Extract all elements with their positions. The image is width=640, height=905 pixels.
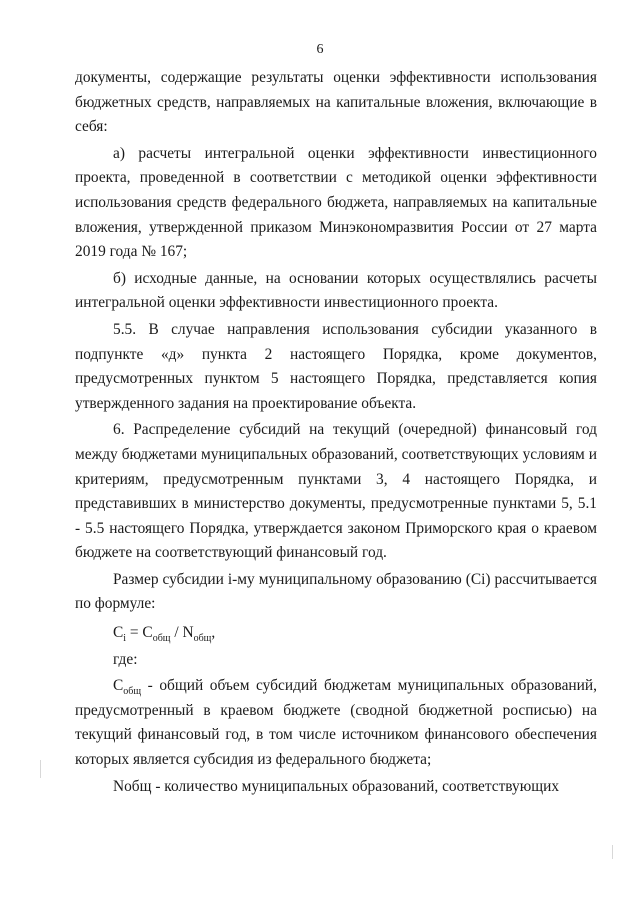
paragraph-documents: документы, содержащие результаты оценки эффективности использования бюджетных средств, направляемых на капитальные вложения, включающие в себя:	[75, 69, 597, 136]
page-number: 6	[316, 42, 324, 57]
definition-c-sub: общ	[123, 686, 142, 698]
formula-divide: / N	[170, 624, 194, 642]
definition-c-symbol: C	[113, 677, 124, 695]
definition-c-text: - общий объем субсидий бюджетам муниципальных образований, предусмотренный в краевом бюджете (сводной бюджетной росписью) на текущий финансовый год, в том числе источником финансового обеспечения которых является субсидия из федерального бюджета;	[75, 677, 597, 769]
formula-c-sub: i	[123, 633, 127, 645]
paragraph-subsidy-size: Размер субсидии i-му муниципальному образованию (Ci) рассчитывается по формуле:	[75, 570, 597, 613]
formula-tail: ,	[211, 624, 216, 642]
formula-c-obsh-sub: общ	[152, 633, 171, 645]
document-body	[75, 66, 597, 801]
definition-c-obsh	[75, 674, 597, 772]
formula-c: C	[113, 624, 124, 642]
paragraph-item-a: а) расчеты интегральной оценки эффективности инвестиционного проекта, проведенной в соответствии с методикой оценки эффективности использования средств федерального бюджета, направляемых на капитальные вложения, утвержденной приказом Минэкономразвития России от 27 марта 2019 года № 167;	[75, 144, 597, 261]
formula-equals: = C	[126, 624, 153, 642]
scan-mark	[40, 760, 41, 778]
paragraph-5-5: 5.5. В случае направления использования субсидии указанного в подпункте «д» пункта 2 настоящего Порядка, кроме документов, предусмотренных пунктом 5 настоящего Порядка, представляется копия утвержденного задания на проектирование объекта.	[75, 320, 597, 412]
formula-n-sub: общ	[193, 633, 212, 645]
formula	[113, 621, 597, 646]
definition-n-obsh: Nобщ - количество муниципальных образований, соответствующих	[113, 777, 560, 795]
paragraph-item-b: б) исходные данные, на основании которых осуществлялись расчеты интегральной оценки эффективности инвестиционного проекта.	[75, 269, 597, 312]
scan-mark	[612, 845, 613, 859]
paragraph-6: 6. Распределение субсидий на текущий (очередной) финансовый год между бюджетами муниципальных образований, соответствующих условиям и критериям, предусмотренным пунктами 3, 4 настоящего Порядка, и представивших в министерство документы, предусмотренные пунктами 5, 5.1 - 5.5 настоящего Порядка, утверждается законом Приморского края о краевом бюджете на соответствующий финансовый год.	[75, 421, 597, 562]
where-label: где:	[113, 650, 138, 668]
